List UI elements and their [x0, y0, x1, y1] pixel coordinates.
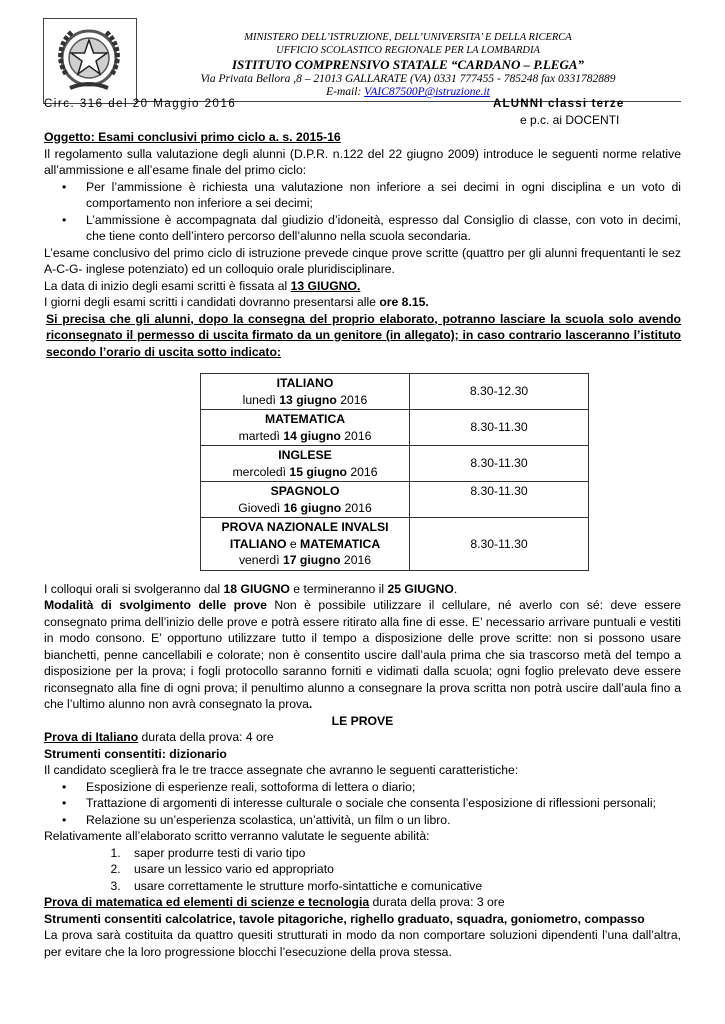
procedures-title: Modalità di svolgimento delle prove — [44, 598, 267, 612]
italian-republic-emblem-icon — [50, 22, 128, 98]
track-item: • Relazione su un’esperienza scolastica, un’attività, un film o un libro. — [86, 812, 681, 829]
schedule-row — [201, 518, 589, 571]
exam-date: mercoledì 15 giugno 2016 — [232, 464, 378, 479]
subject-name: ITALIANO — [276, 376, 334, 390]
oral-exam-dates: I colloqui orali si svolgeranno dal 18 GIUGNO e termineranno il 25 GIUGNO. — [44, 581, 458, 596]
exam-date: lunedì 13 giugno 2016 — [242, 392, 368, 407]
arrival-line — [44, 294, 681, 311]
exam-procedures: Modalità di svolgimento delle prove Non è possibile utilizzare il cellulare, né averlo con sé: deve essere consegnato prima dell’inizio delle prove e potrà essere ritirato alla fine di esse. E’ necessario arrivare puntuali e vestiti in modo consono. E’ opportuno utilizzare tutto il tempo a disposizione delle prove scritte: non si possono usare bianchetti, penne cancellabili e colorate; non è consentito uscire dall’aula prima che sia trascorso metà del tempo a disposizione per la prova; i fogli protocollo saranno forniti e vidimati dalla scuola; ogni foglio prelevato deve essere riconsegnato alla fine di ogni prova; il penultimo alunno a consegnare la prova scritta non potrà uscire dall’aula fino a che l’ultimo alunno non avrà consegnato la prova. — [44, 598, 681, 711]
email-label: E-mail: — [326, 86, 365, 98]
school-address: Via Privata Bellora ,8 – 21013 GALLARATE (VA) 0331 777455 - 785248 fax 0331782889 — [200, 73, 616, 85]
circular-number: Circ. 316 del 20 Maggio 2016 — [44, 98, 237, 110]
ministry-line: MINISTERO DELL’ISTRUZIONE, DELL’UNIVERSITA’ E DELLA RICERCA — [244, 32, 572, 43]
subject-name: INGLESE — [278, 448, 332, 462]
schedule-row — [201, 482, 589, 518]
schedule-row — [201, 410, 589, 446]
track-item: • Esposizione di esperienze reali, sottoforma di lettera o diario; — [86, 779, 681, 796]
schedule-time: 8.30-11.30 — [410, 518, 589, 571]
invalsi-subjects: ITALIANO e MATEMATICA — [229, 536, 381, 551]
start-date-text: La data di inizio degli esami scritti è fissata al — [44, 278, 291, 293]
skills-intro: Relativamente all’elaborato scritto verranno valutate le seguente abilità: — [44, 829, 430, 843]
subject-name: SPAGNOLO — [270, 484, 340, 498]
math-description: La prova sarà costituita da quattro quesiti strutturati in modo da non comportare soluzioni dipendenti l’una dall’altra, per evitare che la loro progressione blocchi l’esecuzione della prova stessa. — [44, 928, 681, 959]
italian-tools: Strumenti consentiti: dizionario — [44, 746, 227, 761]
track-item: • Trattazione di argomenti di interesse culturale o sociale che consenta l’esposizione di riflessioni personali; — [86, 795, 681, 812]
math-exam-heading: Prova di matematica ed elementi di scienze e tecnologia durata della prova: 3 ore — [44, 895, 505, 909]
italian-tracks-intro: Il candidato sceglierà fra le tre tracce assegnate che avranno le seguenti caratteristiche: — [44, 763, 519, 777]
arrival-time: ore 8.15. — [379, 295, 429, 309]
exam-description: L’esame conclusivo del primo ciclo di istruzione prevede cinque prove scritte (quattro per gli alunni frequentanti le sez A-C-G- inglese potenziato) ed un colloquio orale pluridisciplinare. — [44, 245, 681, 276]
skill-item: 2. usare un lessico vario ed appropriato — [124, 861, 681, 878]
subject-name: PROVA NAZIONALE INVALSI — [221, 520, 389, 534]
skills-list — [44, 845, 681, 895]
schedule-time: 8.30-12.30 — [410, 374, 589, 410]
schedule-time: 8.30-11.30 — [410, 410, 589, 446]
schedule-subject-cell — [201, 446, 410, 482]
exam-date: venerdì 17 giugno 2016 — [238, 553, 372, 567]
exam-date: Giovedì 16 giugno 2016 — [238, 500, 372, 515]
italian-exam-heading: Prova di Italiano durata della prova: 4 ore — [44, 730, 274, 744]
exit-notice: Si precisa che gli alunni, dopo la consegna del proprio elaborato, potranno lasciare la scuola solo avendo riconsegnato il permesso di uscita firmato da un genitore (in allegato); in caso contrario lasceranno l’istituto secondo l’orario di uscita sotto indicato: — [46, 311, 681, 359]
schedule-row — [201, 374, 589, 410]
exam-schedule-table — [200, 373, 589, 571]
recipients: ALUNNI classi terze — [493, 98, 625, 110]
cc-recipients: e p.c. ai DOCENTI — [520, 113, 620, 127]
letterhead — [135, 32, 681, 99]
office-line: UFFICIO SCOLASTICO REGIONALE PER LA LOMBARDIA — [276, 44, 540, 56]
skill-item: 3. usare correttamente le strutture morfo-sintattiche e comunicative — [124, 878, 681, 895]
school-name: ISTITUTO COMPRENSIVO STATALE “CARDANO – P.LEGA” — [231, 57, 585, 72]
italian-tracks — [44, 779, 681, 829]
schedule-subject-cell — [201, 482, 410, 518]
schedule-subject-cell — [201, 518, 410, 571]
document-body — [44, 129, 681, 960]
admission-rules — [44, 179, 681, 245]
rule-item: • L’ammissione è accompagnata dal giudizio d’idoneità, espresso dal Consiglio di classe, con voto in decimi, che tiene conto dell’intero percorso dell’alunno nella scuola secondaria. — [86, 212, 681, 245]
math-tools: Strumenti consentiti calcolatrice, tavole pitagoriche, righello graduato, squadra, goniometro, compasso — [44, 911, 645, 926]
subject-line: Oggetto: Esami conclusivi primo ciclo a. s. 2015-16 — [44, 130, 341, 144]
start-date: 13 GIUGNO. — [290, 278, 361, 293]
exam-date: martedì 14 giugno 2016 — [238, 428, 372, 443]
email-link[interactable]: VAIC87500P@istruzione.it — [364, 86, 490, 98]
schedule-subject-cell — [201, 374, 410, 410]
schedule-subject-cell — [201, 410, 410, 446]
schedule-time: 8.30-11.30 — [410, 482, 589, 518]
section-heading: LE PROVE — [331, 713, 394, 728]
subject-name: MATEMATICA — [264, 412, 346, 426]
rule-item: • Per l’ammissione è richiesta una valutazione non inferiore a sei decimi in ogni disciplina e un voto di comportamento non inferiore a sei decimi; — [86, 179, 681, 212]
schedule-time: 8.30-11.30 — [410, 446, 589, 482]
intro-paragraph: Il regolamento sulla valutazione degli alunni (D.P.R. n.122 del 22 giugno 2009) introduce le seguenti norme relative all’ammissione e all’esame finale del primo ciclo: — [44, 146, 681, 177]
arrival-text: I giorni degli esami scritti i candidati dovranno presentarsi alle — [44, 295, 380, 309]
skill-item: 1. saper produrre testi di vario tipo — [124, 845, 681, 862]
start-date-line — [44, 278, 681, 295]
schedule-row — [201, 446, 589, 482]
